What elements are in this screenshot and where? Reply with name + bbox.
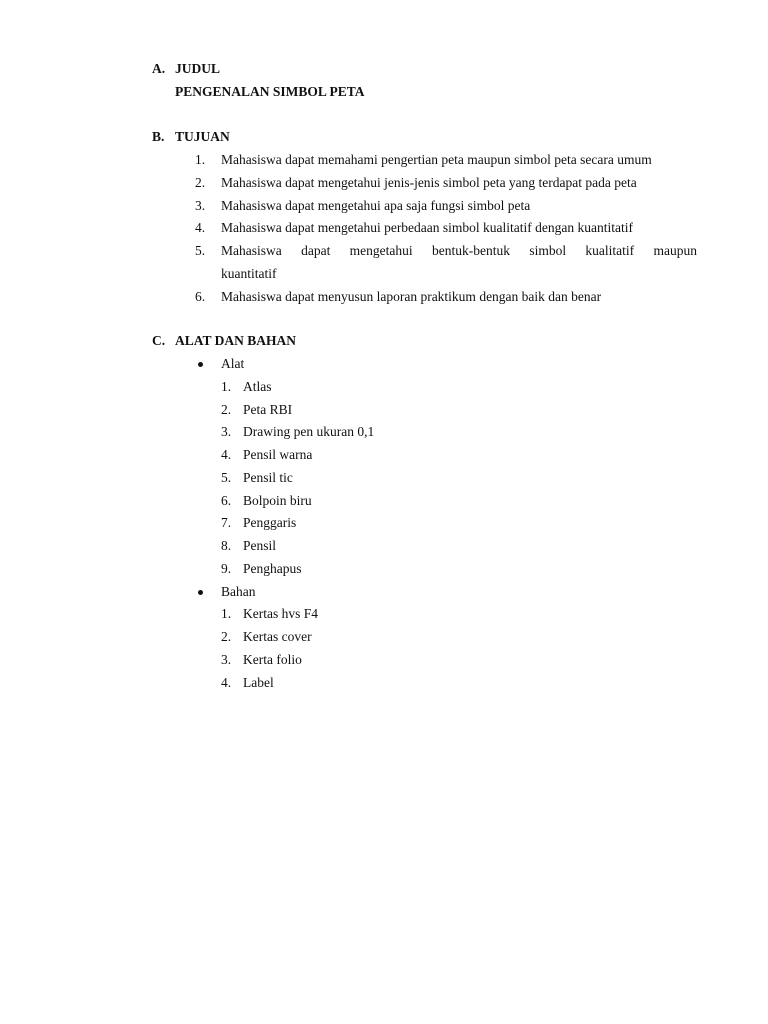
list-text: Label	[243, 674, 274, 690]
list-text	[221, 240, 697, 286]
list-item	[0, 217, 768, 240]
list-text: Mahasiswa dapat menyusun laporan praktikum dengan baik dan benar	[221, 288, 602, 304]
list-number: 3.	[221, 651, 232, 667]
list-number: 7.	[221, 515, 232, 531]
list-number: 1.	[221, 606, 232, 622]
list-text: Mahasiswa dapat mengetahui perbedaan simbol kualitatif dengan kuantitatif	[221, 220, 633, 236]
section-c-letter: C.	[152, 333, 166, 348]
alat-bahan-list	[0, 353, 768, 694]
list-item	[0, 286, 768, 309]
list-text: Kertas hvs F4	[243, 606, 318, 622]
list-number: 2.	[221, 629, 232, 644]
list-item	[0, 558, 768, 581]
list-number: 1.	[195, 152, 206, 167]
list-item	[0, 195, 768, 218]
section-a-heading	[0, 58, 768, 80]
list-number: 3.	[221, 424, 232, 440]
list-item	[0, 376, 768, 399]
list-text: Drawing pen ukuran 0,1	[243, 424, 375, 440]
list-item	[0, 626, 768, 649]
bullet-icon	[198, 590, 203, 595]
list-item	[0, 240, 768, 286]
section-c-title: ALAT DAN BAHAN	[175, 333, 297, 348]
list-item	[0, 672, 768, 695]
bullet-icon	[198, 362, 203, 367]
list-item	[0, 444, 768, 467]
list-number: 6.	[221, 492, 232, 508]
list-number: 4.	[195, 220, 206, 236]
section-a-letter: A.	[152, 61, 166, 76]
list-item	[0, 172, 768, 195]
list-item	[0, 512, 768, 535]
list-item	[0, 535, 768, 558]
list-text: Pensil	[243, 538, 277, 553]
list-number: 6.	[195, 288, 206, 304]
bullet-label: Alat	[221, 356, 245, 371]
list-text: Pensil warna	[243, 447, 313, 462]
list-text: Mahasiswa dapat mengetahui apa saja fungsi simbol peta	[221, 197, 531, 213]
list-number: 4.	[221, 447, 232, 462]
list-number: 9.	[221, 560, 232, 576]
list-number: 1.	[221, 378, 232, 394]
list-number: 8.	[221, 538, 232, 553]
list-number: 4.	[221, 674, 232, 690]
tujuan-list	[0, 149, 768, 308]
list-number: 5.	[195, 243, 206, 258]
list-text: Pensil tic	[243, 469, 293, 485]
list-item	[0, 603, 768, 626]
section-b-letter: B.	[152, 129, 165, 144]
bullet-item-bahan	[0, 581, 768, 604]
list-text: Penggaris	[243, 515, 297, 531]
list-text: Peta RBI	[243, 401, 293, 417]
list-text: Bolpoin biru	[243, 492, 312, 508]
document-title: PENGENALAN SIMBOL PETA	[175, 84, 365, 99]
list-text: Mahasiswa dapat mengetahui jenis-jenis simbol peta yang terdapat pada peta	[221, 174, 637, 190]
list-item	[0, 467, 768, 490]
list-text: Kerta folio	[243, 651, 302, 667]
list-number: 5.	[221, 469, 232, 485]
list-text: Mahasiswa dapat memahami pengertian peta maupun simbol peta secara umum	[221, 152, 652, 167]
list-item	[0, 149, 768, 172]
list-number: 2.	[195, 174, 206, 190]
section-c-heading	[0, 330, 768, 352]
list-text: Atlas	[243, 378, 272, 394]
list-item	[0, 490, 768, 513]
list-item	[0, 399, 768, 422]
section-b-title: TUJUAN	[175, 129, 230, 144]
section-a-title: JUDUL	[175, 61, 221, 76]
list-item	[0, 421, 768, 444]
section-b-heading	[0, 126, 768, 148]
bullet-label: Bahan	[221, 583, 256, 599]
list-number: 2.	[221, 401, 232, 417]
list-number: 3.	[195, 197, 206, 213]
list-text-line-2: kuantitatif	[221, 265, 277, 281]
list-text-line-1: Mahasiswa dapat mengetahui bentuk-bentuk simbol kualitatif maupun	[221, 243, 697, 258]
bullet-item-alat	[0, 353, 768, 376]
list-text: Penghapus	[243, 560, 302, 576]
list-item	[0, 649, 768, 672]
list-text: Kertas cover	[243, 629, 312, 644]
